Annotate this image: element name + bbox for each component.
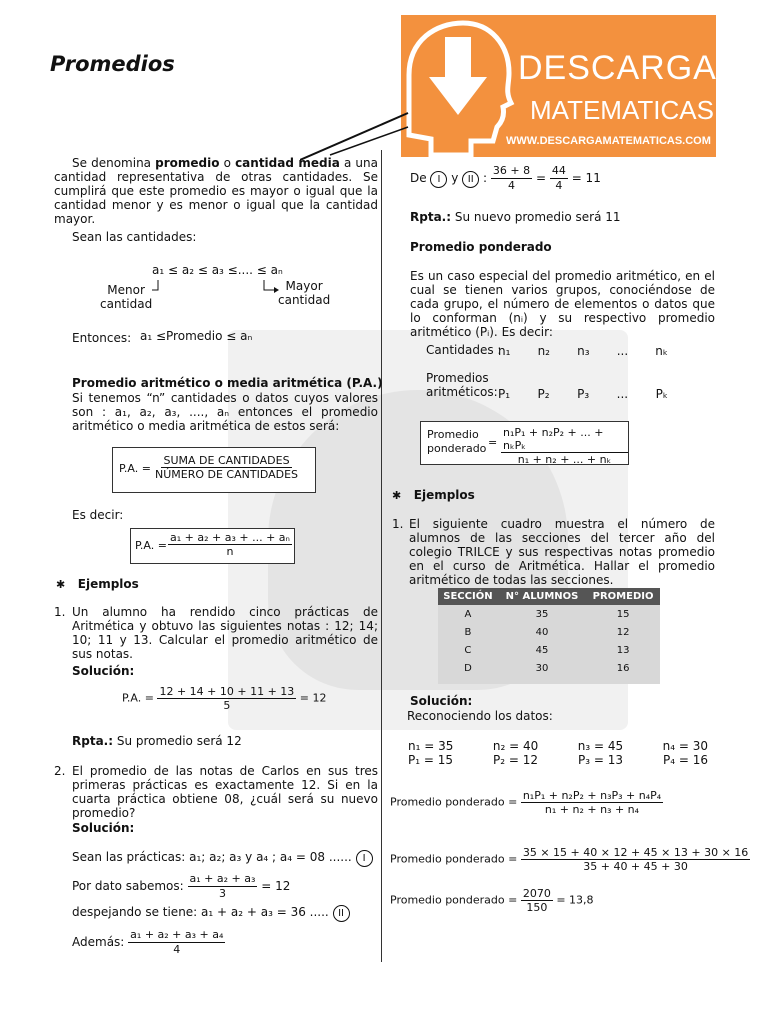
table-header: SECCIÓN xyxy=(438,588,498,605)
ex2-text: El promedio de las notas de Carlos en sus tres primeras prácticas es exactamente 12. Si en la cuarta práctica obtiene 08, ¿cuál será su nuevo promedio? xyxy=(72,764,378,820)
asterisk-icon-right: ✱ xyxy=(392,489,402,502)
table-header: N° ALUMNOS xyxy=(498,588,586,605)
right-ex1-text: El siguiente cuadro muestra el número de alumnos de las secciones del tercer año del colegio TRILCE y sus respectivas notas promedio en el curso de Aritmética. Hallar el promedio aritmético de todas las secciones. xyxy=(409,517,715,587)
head-download-logo-icon xyxy=(401,15,516,157)
ejemplos-heading-right: ✱ Ejemplos xyxy=(392,488,475,502)
page-title: Promedios xyxy=(50,52,175,76)
bracket-arrows xyxy=(152,278,282,294)
pa-text: Si tenemos “n” cantidades o datos cuyos valores son : a₁, a₂, a₃, ...., aₙ entonces el promedio aritmético o media aritmética de estos será: xyxy=(72,391,378,433)
cantidades-row: n₁ n₂ n₃ ... nₖ xyxy=(498,344,668,358)
column-divider xyxy=(381,150,382,962)
brand-banner xyxy=(401,15,716,157)
pa-heading: Promedio aritmético o media aritmética (P.A.) xyxy=(72,376,383,390)
ademas-fraction: $\frac{\text{a₁ + a₂ + a₃ + a₄}}{4}$ xyxy=(130,928,224,956)
ex1-number: 1. xyxy=(54,605,66,619)
pa-formula-box xyxy=(112,447,316,493)
pp2-fraction: $\frac{35 \times 15 + 40 \times 12 + 45 \times 13 + 30 \times 16}{35 + 40 + 45 + 30}$ xyxy=(522,846,749,873)
roman-one-circle-right: I xyxy=(430,171,447,188)
pp-box-eq: = xyxy=(488,436,498,449)
sol1-fraction: $\frac{12 + 14 + 10 + 11 + 13}{5}$ xyxy=(159,685,295,712)
sections-table xyxy=(438,588,660,677)
reconociendo-text: Reconociendo los datos: xyxy=(407,709,553,723)
solucion-1: Solución: xyxy=(72,664,135,678)
mayor-label: Mayor cantidad xyxy=(278,279,331,307)
es-decir-label: Es decir: xyxy=(72,508,124,522)
pp-line-3: Promedio ponderado = $\frac{2070}{150}$ = 13,8 xyxy=(390,887,594,914)
line-despejando: despejando se tiene: a₁ + a₂ + a₃ = 36 ..... II xyxy=(72,905,350,922)
pp3-fraction: $\frac{2070}{150}$ xyxy=(522,887,551,914)
pa2-fraction: $\frac{\text{a₁ + a₂ + a₃ + ... + aₙ}}{n}$ xyxy=(170,531,290,558)
table-row: D 30 16 xyxy=(438,659,660,677)
roman-one-circle: I xyxy=(356,850,373,867)
de-line: De I y II : $\frac{36 + 8}{4}$ = $\frac{44}{4}$ = 11 xyxy=(410,164,601,192)
pa2-formula-box xyxy=(130,528,295,564)
dato-fraction: $\frac{\text{a₁ + a₂ + a₃}}{3}$ xyxy=(189,872,256,900)
asterisk-icon: ✱ xyxy=(56,578,66,591)
pp-formula-box xyxy=(420,421,629,465)
banner-url: WWW.DESCARGAMATEMATICAS.COM xyxy=(506,135,711,147)
line-practicas: Sean las prácticas: a₁; a₂; a₃ y a₄ ; a₄ = 08 ...... I xyxy=(72,850,373,867)
menor-label: Menor cantidad xyxy=(100,283,153,311)
table-row: C 45 13 xyxy=(438,641,660,659)
promedios-row: P₁ P₂ P₃ ... Pₖ xyxy=(498,387,668,401)
pp-heading: Promedio ponderado xyxy=(410,240,552,254)
intro-paragraph: Se denomina promedio o cantidad media a una cantidad representativa de otras cantidades. Se cumplirá que este promedio es mayor o igual que la cantidad menor y es menor o igual que la cantidad mayor. xyxy=(54,156,378,226)
pa2-label: P.A. = xyxy=(135,539,167,552)
n-values-row: n₁ = 35 n₂ = 40 n₃ = 45 n₄ = 30 xyxy=(408,739,708,753)
sequence: a₁ ≤ a₂ ≤ a₃ ≤.... ≤ aₙ xyxy=(152,263,283,277)
rpta-1: Rpta.: Su promedio será 12 xyxy=(72,734,242,748)
entonces-label: Entonces: xyxy=(72,331,132,345)
rpta-right: Rpta.: Su nuevo promedio será 11 xyxy=(410,210,621,224)
banner-line2: MATEMATICAS xyxy=(530,95,714,125)
pp-line-1: Promedio ponderado = $\frac{\text{n₁P₁ + n₂P₂ + n₃P₃ + n₄P₄}}{\text{n₁ + n₂ + n₃ + n₄}}$ xyxy=(390,789,662,816)
pp1-fraction: $\frac{\text{n₁P₁ + n₂P₂ + n₃P₃ + n₄P₄}}{\text{n₁ + n₂ + n₃ + n₄}}$ xyxy=(522,789,662,816)
right-ex1-number: 1. xyxy=(392,517,404,531)
pp-text: Es un caso especial del promedio aritmético, en el cual se tienen varios grupos, conociéndose de cada grupo, el número de elementos o datos que lo conforman (nᵢ) y su respectivo promedio aritmético (Pᵢ). Es decir: xyxy=(410,269,715,339)
ex2-number: 2. xyxy=(54,764,66,778)
roman-two-circle-right: II xyxy=(462,171,479,188)
line-ademas: Además: $\frac{\text{a₁ + a₂ + a₃ + a₄}}{4}$ xyxy=(72,928,224,956)
ex1-text: Un alumno ha rendido cinco prácticas de Aritmética y obtuvo las siguientes notas : 12; 14; 10; 11 y 13. Calcular el promedio aritmético de sus notas. xyxy=(72,605,378,661)
solucion-right: Solución: xyxy=(410,694,473,708)
cantidades-label: Cantidades : xyxy=(426,343,502,357)
sol1-formula: P.A. = $\frac{12 + 14 + 10 + 11 + 13}{5}$ = 12 xyxy=(122,685,327,712)
line-dato: Por dato sabemos: $\frac{\text{a₁ + a₂ + a₃}}{3}$ = 12 xyxy=(72,872,291,900)
promedios-label: Promedios aritméticos: xyxy=(426,371,498,399)
table-row: A 35 15 xyxy=(438,605,660,623)
pp-line-2: Promedio ponderado = $\frac{35 \times 15 + 40 \times 12 + 45 \times 13 + 30 \times 16}{35 + 40 + 45 + 30}$ xyxy=(390,846,749,873)
inequality: a₁ ≤Promedio ≤ aₙ xyxy=(140,329,253,343)
de-fraction-1: $\frac{36 + 8}{4}$ xyxy=(492,164,531,192)
table-header: PROMEDIO xyxy=(586,588,660,605)
pa-label: P.A. = xyxy=(119,462,151,475)
solucion-2: Solución: xyxy=(72,821,135,835)
banner-line1: DESCARGA xyxy=(518,49,717,87)
sections-table-wrap xyxy=(438,588,660,684)
p-values-row: P₁ = 15 P₂ = 12 P₃ = 13 P₄ = 16 xyxy=(408,753,708,767)
ejemplos-heading-left: ✱ Ejemplos xyxy=(56,577,139,591)
pa-fraction: SUMA DE CANTIDADES NÚMERO DE CANTIDADES xyxy=(155,454,299,481)
de-fraction-2: $\frac{44}{4}$ xyxy=(551,164,566,192)
roman-two-circle: II xyxy=(333,905,350,922)
pp-box-fraction: n₁P₁ + n₂P₂ + ... + nₖPₖ n₁ + n₂ + ... + nₖ xyxy=(501,426,628,466)
sean-text: Sean las cantidades: xyxy=(72,230,197,244)
pp-box-label: Promedio ponderado xyxy=(427,428,487,455)
table-row: B 40 12 xyxy=(438,623,660,641)
